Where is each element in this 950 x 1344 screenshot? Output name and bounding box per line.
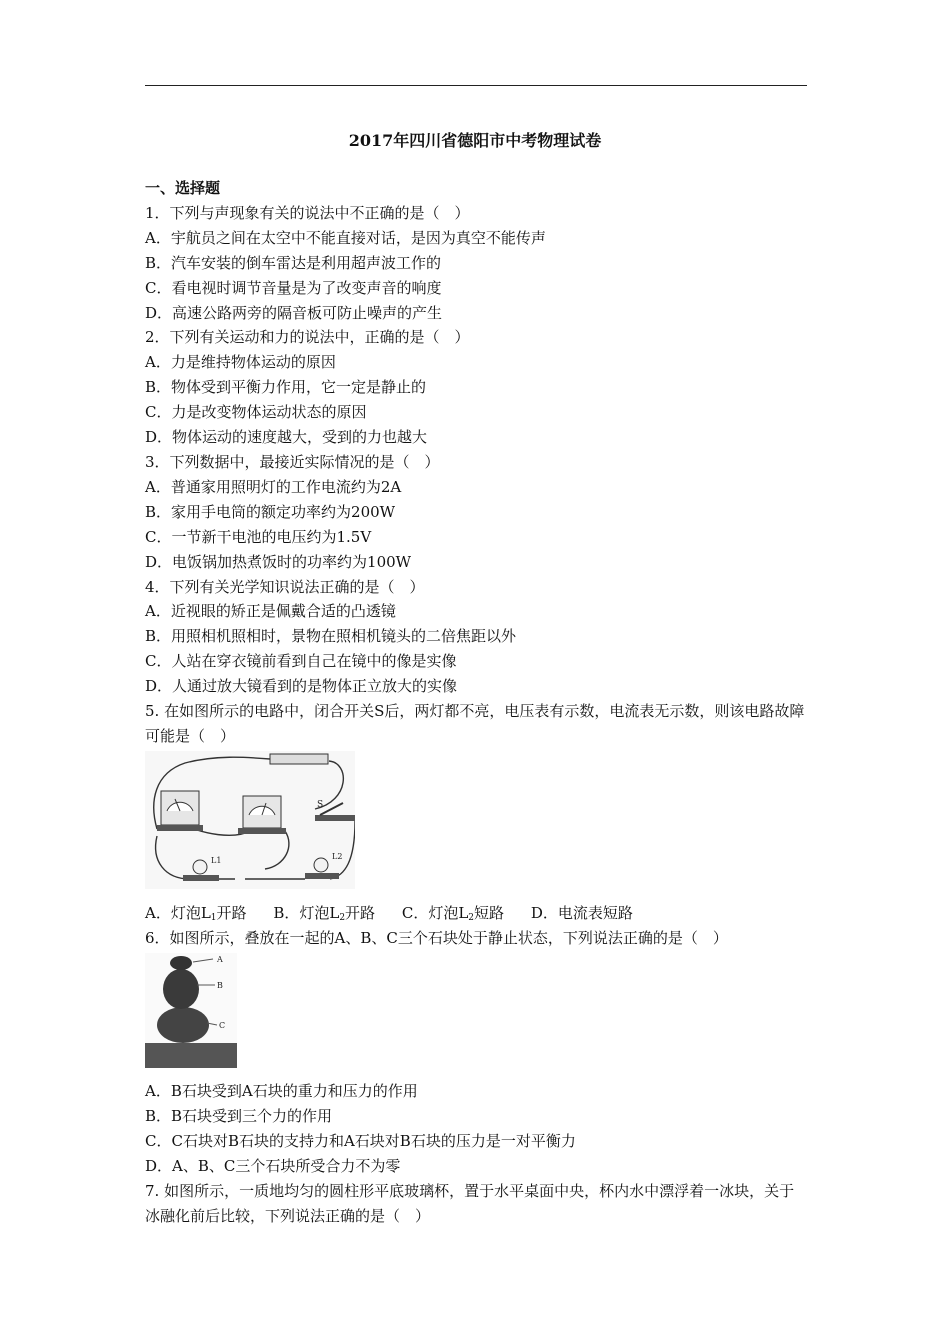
header-rule [145, 85, 807, 86]
q3-option-c: C．一节新干电池的电压约为1.5V [145, 527, 372, 546]
q7-stem: 7. 如图所示，一质地均匀的圆柱形平底玻璃杯，置于水平桌面中央，杯内水中漂浮着一冰块，关于冰融化前后比较，下列说法正确的是（ ） [145, 1182, 795, 1225]
q2-option-c: C．力是改变物体运动状态的原因 [145, 403, 367, 422]
q2-option-b: B．物体受到平衡力作用，它一定是静止的 [145, 378, 427, 397]
stone-a-label: A [217, 954, 223, 964]
q6-option-a: A．B石块受到A石块的重力和压力的作用 [145, 1082, 418, 1101]
q4-option-c: C．人站在穿衣镜前看到自己在镜中的像是实像 [145, 652, 457, 671]
section-heading: 一、选择题 [145, 179, 221, 197]
q1-option-d: D．高速公路两旁的隔音板可防止噪声的产生 [145, 303, 443, 322]
switch-label: S [317, 799, 324, 810]
q6-option-c: C．C石块对B石块的支持力和A石块对B石块的压力是一对平衡力 [145, 1132, 576, 1151]
q4-option-a: A．近视眼的矫正是佩戴合适的凸透镜 [145, 602, 396, 621]
q6-option-d: D．A、B、C三个石块所受合力不为零 [145, 1157, 401, 1176]
q6-stem: 6．如图所示，叠放在一起的A、B、C三个石块处于静止状态，下列说法正确的是（ ） [145, 928, 728, 947]
q4-option-b: B．用照相机照相时，景物在照相机镜头的二倍焦距以外 [145, 627, 517, 646]
q3-option-b: B．家用手电筒的额定功率约为200W [145, 502, 396, 521]
q5-option-c: C．灯泡$L_2$短路 [401, 903, 505, 923]
q5-circuit-figure [145, 751, 807, 897]
q2-stem: 2．下列有关运动和力的说法中，正确的是（ ） [145, 328, 470, 347]
lamp2-label: L2 [332, 851, 343, 861]
stone-b-label: B [217, 980, 223, 990]
q5-stem: 5. 在如图所示的电路中，闭合开关S后，两灯都不亮，电压表有示数，电流表无示数，则该电路故障可能是（ ） [145, 702, 805, 745]
circuit-diagram [145, 751, 355, 889]
stacked-stones-image [145, 953, 237, 1068]
q5-options [145, 901, 807, 926]
q1-stem: 1．下列与声现象有关的说法中不正确的是（ ） [145, 203, 470, 222]
q3-option-d: D．电饭锅加热煮饭时的功率约为100W [145, 552, 412, 571]
q5-option-b: B．灯泡$L_2$开路 [273, 903, 376, 923]
q6-option-b: B．B石块受到三个力的作用 [145, 1107, 333, 1126]
q2-option-a: A．力是维持物体运动的原因 [145, 353, 336, 372]
q3-option-a: A．普通家用照明灯的工作电流约为2A [145, 477, 402, 496]
q1-option-a: A．宇航员之间在太空中不能直接对话，是因为真空不能传声 [145, 228, 546, 247]
q5-option-a: A．灯泡$L_1$开路 [145, 903, 247, 923]
q1-option-b: B．汽车安装的倒车雷达是利用超声波工作的 [145, 253, 442, 272]
q3-stem: 3．下列数据中，最接近实际情况的是（ ） [145, 452, 440, 471]
q4-stem: 4．下列有关光学知识说法正确的是（ ） [145, 577, 425, 596]
stone-c-label: C [219, 1020, 226, 1030]
q2-option-d: D．物体运动的速度越大，受到的力也越大 [145, 428, 428, 447]
lamp1-label: L1 [211, 855, 222, 865]
exam-content [145, 176, 807, 1229]
q4-option-d: D．人通过放大镜看到的是物体正立放大的实像 [145, 677, 458, 696]
q1-option-c: C．看电视时调节音量是为了改变声音的响度 [145, 278, 442, 297]
q5-option-d: D．电流表短路 [530, 903, 633, 922]
page-title: 2017年四川省德阳市中考物理试卷 [348, 131, 602, 150]
q6-stones-figure [145, 953, 807, 1076]
